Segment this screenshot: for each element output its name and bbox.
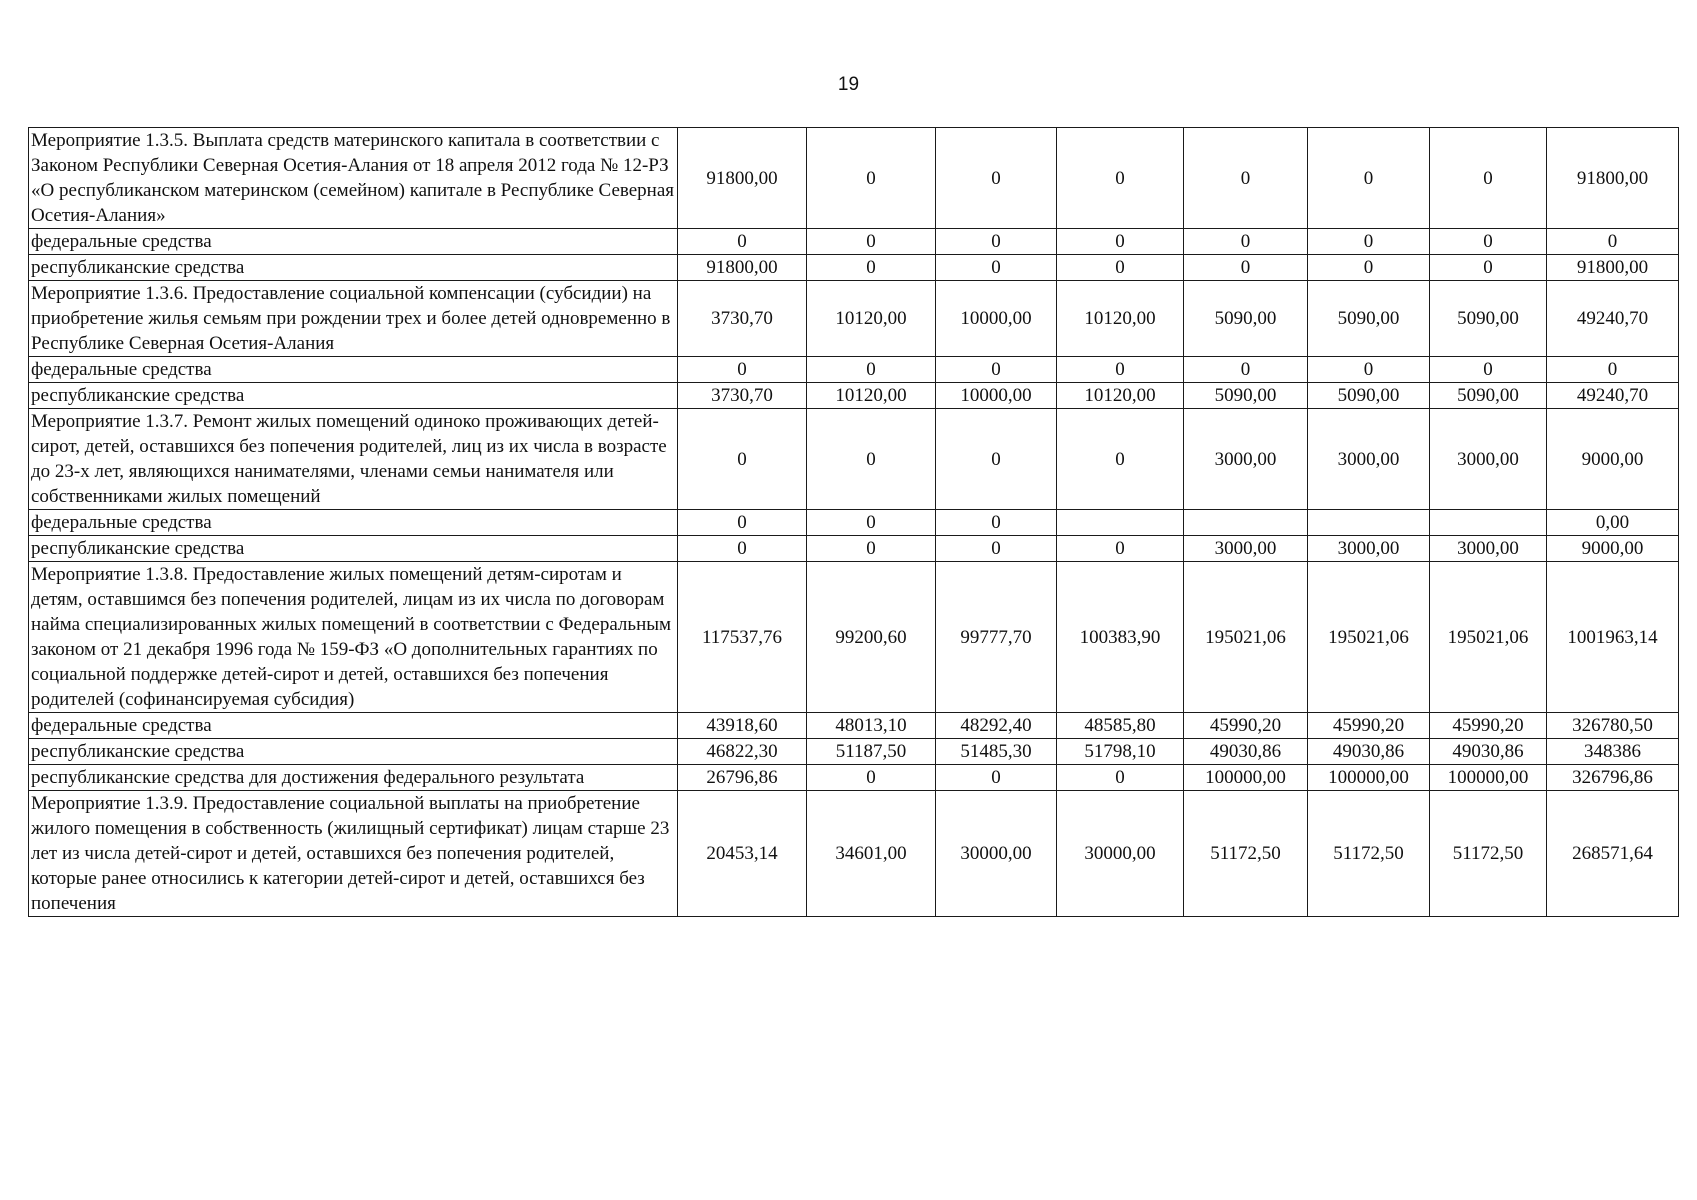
value-cell: 0 [807,510,936,536]
value-cell: 0 [936,255,1057,281]
value-cell: 0 [1057,229,1184,255]
value-cell: 10120,00 [807,281,936,357]
value-cell: 10000,00 [936,281,1057,357]
value-cell: 0 [807,765,936,791]
value-cell: 3000,00 [1184,409,1308,510]
value-cell: 5090,00 [1184,383,1308,409]
value-cell: 3000,00 [1430,536,1547,562]
total-value-cell: 91800,00 [1547,128,1679,229]
value-cell: 45990,20 [1308,713,1430,739]
funding-source-cell: республиканские средства для достижения федерального результата [29,765,678,791]
value-cell: 100000,00 [1184,765,1308,791]
value-cell: 3730,70 [678,281,807,357]
total-value-cell: 49240,70 [1547,281,1679,357]
value-cell: 48013,10 [807,713,936,739]
page-number: 19 [837,74,860,95]
measure-row [29,562,1679,713]
value-cell: 51172,50 [1308,791,1430,917]
value-cell: 3000,00 [1184,536,1308,562]
value-cell: 48292,40 [936,713,1057,739]
value-cell: 51172,50 [1184,791,1308,917]
value-cell: 0 [1057,128,1184,229]
value-cell: 45990,20 [1430,713,1547,739]
budget-table [28,127,1679,917]
total-value-cell: 91800,00 [1547,255,1679,281]
value-cell: 3730,70 [678,383,807,409]
value-cell: 0 [1184,357,1308,383]
value-cell: 3000,00 [1308,409,1430,510]
value-cell: 0 [1308,255,1430,281]
value-cell: 100000,00 [1430,765,1547,791]
measure-name-cell: Мероприятие 1.3.8. Предоставление жилых помещений детям-сиротам и детям, оставшимся без попечения родителей, лицам из их числа по договорам найма специализированных жилых помещений в соответствии с Федеральным законом от 21 декабря 1996 года № 159-ФЗ «О дополнительных гарантиях по социальной поддержке детей-сирот и детей, оставшихся без попечения родителей (софинансируемая субсидия) [29,562,678,713]
funding-source-cell: федеральные средства [29,229,678,255]
funding-source-cell: республиканские средства [29,255,678,281]
funding-source-cell: республиканские средства [29,739,678,765]
value-cell: 0 [678,510,807,536]
value-cell: 0 [678,536,807,562]
value-cell: 51172,50 [1430,791,1547,917]
funding-source-row [29,739,1679,765]
funding-source-row [29,510,1679,536]
funding-source-cell: республиканские средства [29,383,678,409]
value-cell: 49030,86 [1184,739,1308,765]
value-cell: 91800,00 [678,255,807,281]
value-cell: 99200,60 [807,562,936,713]
value-cell: 195021,06 [1308,562,1430,713]
value-cell: 0 [1308,357,1430,383]
measure-name-cell: Мероприятие 1.3.9. Предоставление социальной выплаты на приобретение жилого помещения в собственность (жилищный сертификат) лицам старше 23 лет из числа детей-сирот и детей, оставшихся без попечения родителей, которые ранее относились к категории детей-сирот и детей, оставшихся без попечения [29,791,678,917]
value-cell: 91800,00 [678,128,807,229]
value-cell: 10000,00 [936,383,1057,409]
value-cell [1184,510,1308,536]
value-cell: 49030,86 [1430,739,1547,765]
value-cell: 0 [1057,357,1184,383]
value-cell: 0 [936,536,1057,562]
value-cell: 10120,00 [1057,281,1184,357]
funding-source-cell: федеральные средства [29,510,678,536]
value-cell: 195021,06 [1184,562,1308,713]
total-value-cell: 1001963,14 [1547,562,1679,713]
value-cell: 10120,00 [807,383,936,409]
funding-source-row [29,229,1679,255]
measure-row [29,409,1679,510]
value-cell: 49030,86 [1308,739,1430,765]
funding-source-cell: республиканские средства [29,536,678,562]
value-cell: 0 [1057,255,1184,281]
value-cell: 0 [1308,229,1430,255]
funding-source-cell: федеральные средства [29,713,678,739]
value-cell: 0 [1308,128,1430,229]
value-cell: 20453,14 [678,791,807,917]
value-cell: 45990,20 [1184,713,1308,739]
value-cell: 195021,06 [1430,562,1547,713]
table-body [29,128,1679,917]
total-value-cell: 9000,00 [1547,536,1679,562]
value-cell: 10120,00 [1057,383,1184,409]
value-cell: 51187,50 [807,739,936,765]
value-cell: 0 [936,229,1057,255]
value-cell: 51798,10 [1057,739,1184,765]
value-cell: 30000,00 [936,791,1057,917]
total-value-cell: 0 [1547,357,1679,383]
value-cell: 48585,80 [1057,713,1184,739]
value-cell: 0 [807,357,936,383]
measure-row [29,791,1679,917]
value-cell: 0 [936,128,1057,229]
value-cell [1057,510,1184,536]
total-value-cell: 9000,00 [1547,409,1679,510]
value-cell: 117537,76 [678,562,807,713]
measure-name-cell: Мероприятие 1.3.5. Выплата средств материнского капитала в соответствии с Законом Республики Северная Осетия-Алания от 18 апреля 2012 года № 12-РЗ «О республиканском материнском (семейном) капитале в Республике Северная Осетия-Алания» [29,128,678,229]
measure-name-cell: Мероприятие 1.3.6. Предоставление социальной компенсации (субсидии) на приобретение жилья семьям при рождении трех и более детей одновременно в Республике Северная Осетия-Алания [29,281,678,357]
value-cell: 100383,90 [1057,562,1184,713]
value-cell: 0 [678,409,807,510]
value-cell: 0 [1057,765,1184,791]
total-value-cell: 326780,50 [1547,713,1679,739]
value-cell: 3000,00 [1430,409,1547,510]
value-cell: 0 [936,765,1057,791]
value-cell [1430,510,1547,536]
value-cell: 0 [936,510,1057,536]
value-cell: 0 [1430,357,1547,383]
funding-source-row [29,536,1679,562]
value-cell: 100000,00 [1308,765,1430,791]
funding-source-row [29,713,1679,739]
value-cell: 99777,70 [936,562,1057,713]
total-value-cell: 0,00 [1547,510,1679,536]
value-cell: 0 [1057,409,1184,510]
measure-row [29,281,1679,357]
value-cell: 43918,60 [678,713,807,739]
value-cell: 0 [678,229,807,255]
total-value-cell: 326796,86 [1547,765,1679,791]
value-cell: 0 [936,357,1057,383]
value-cell: 5090,00 [1308,281,1430,357]
value-cell: 0 [1057,536,1184,562]
value-cell: 0 [807,536,936,562]
funding-source-row [29,357,1679,383]
value-cell: 0 [807,128,936,229]
value-cell: 34601,00 [807,791,936,917]
value-cell: 0 [807,409,936,510]
value-cell: 0 [807,229,936,255]
funding-source-cell: федеральные средства [29,357,678,383]
funding-source-row [29,765,1679,791]
value-cell: 0 [1430,128,1547,229]
value-cell: 5090,00 [1308,383,1430,409]
funding-source-row [29,255,1679,281]
funding-source-row [29,383,1679,409]
value-cell: 5090,00 [1184,281,1308,357]
value-cell: 5090,00 [1430,281,1547,357]
value-cell: 3000,00 [1308,536,1430,562]
value-cell: 0 [678,357,807,383]
value-cell: 0 [1430,229,1547,255]
value-cell: 0 [807,255,936,281]
total-value-cell: 268571,64 [1547,791,1679,917]
value-cell: 5090,00 [1430,383,1547,409]
value-cell: 51485,30 [936,739,1057,765]
total-value-cell: 348386 [1547,739,1679,765]
measure-row [29,128,1679,229]
value-cell: 0 [1184,229,1308,255]
value-cell: 0 [1184,128,1308,229]
value-cell: 0 [1430,255,1547,281]
measure-name-cell: Мероприятие 1.3.7. Ремонт жилых помещений одиноко проживающих детей-сирот, детей, оставшихся без попечения родителей, лиц из их числа в возрасте до 23-х лет, являющихся нанимателями, членами семьи нанимателя или собственниками жилых помещений [29,409,678,510]
value-cell: 30000,00 [1057,791,1184,917]
total-value-cell: 49240,70 [1547,383,1679,409]
value-cell: 26796,86 [678,765,807,791]
total-value-cell: 0 [1547,229,1679,255]
value-cell: 46822,30 [678,739,807,765]
value-cell: 0 [936,409,1057,510]
value-cell [1308,510,1430,536]
value-cell: 0 [1184,255,1308,281]
